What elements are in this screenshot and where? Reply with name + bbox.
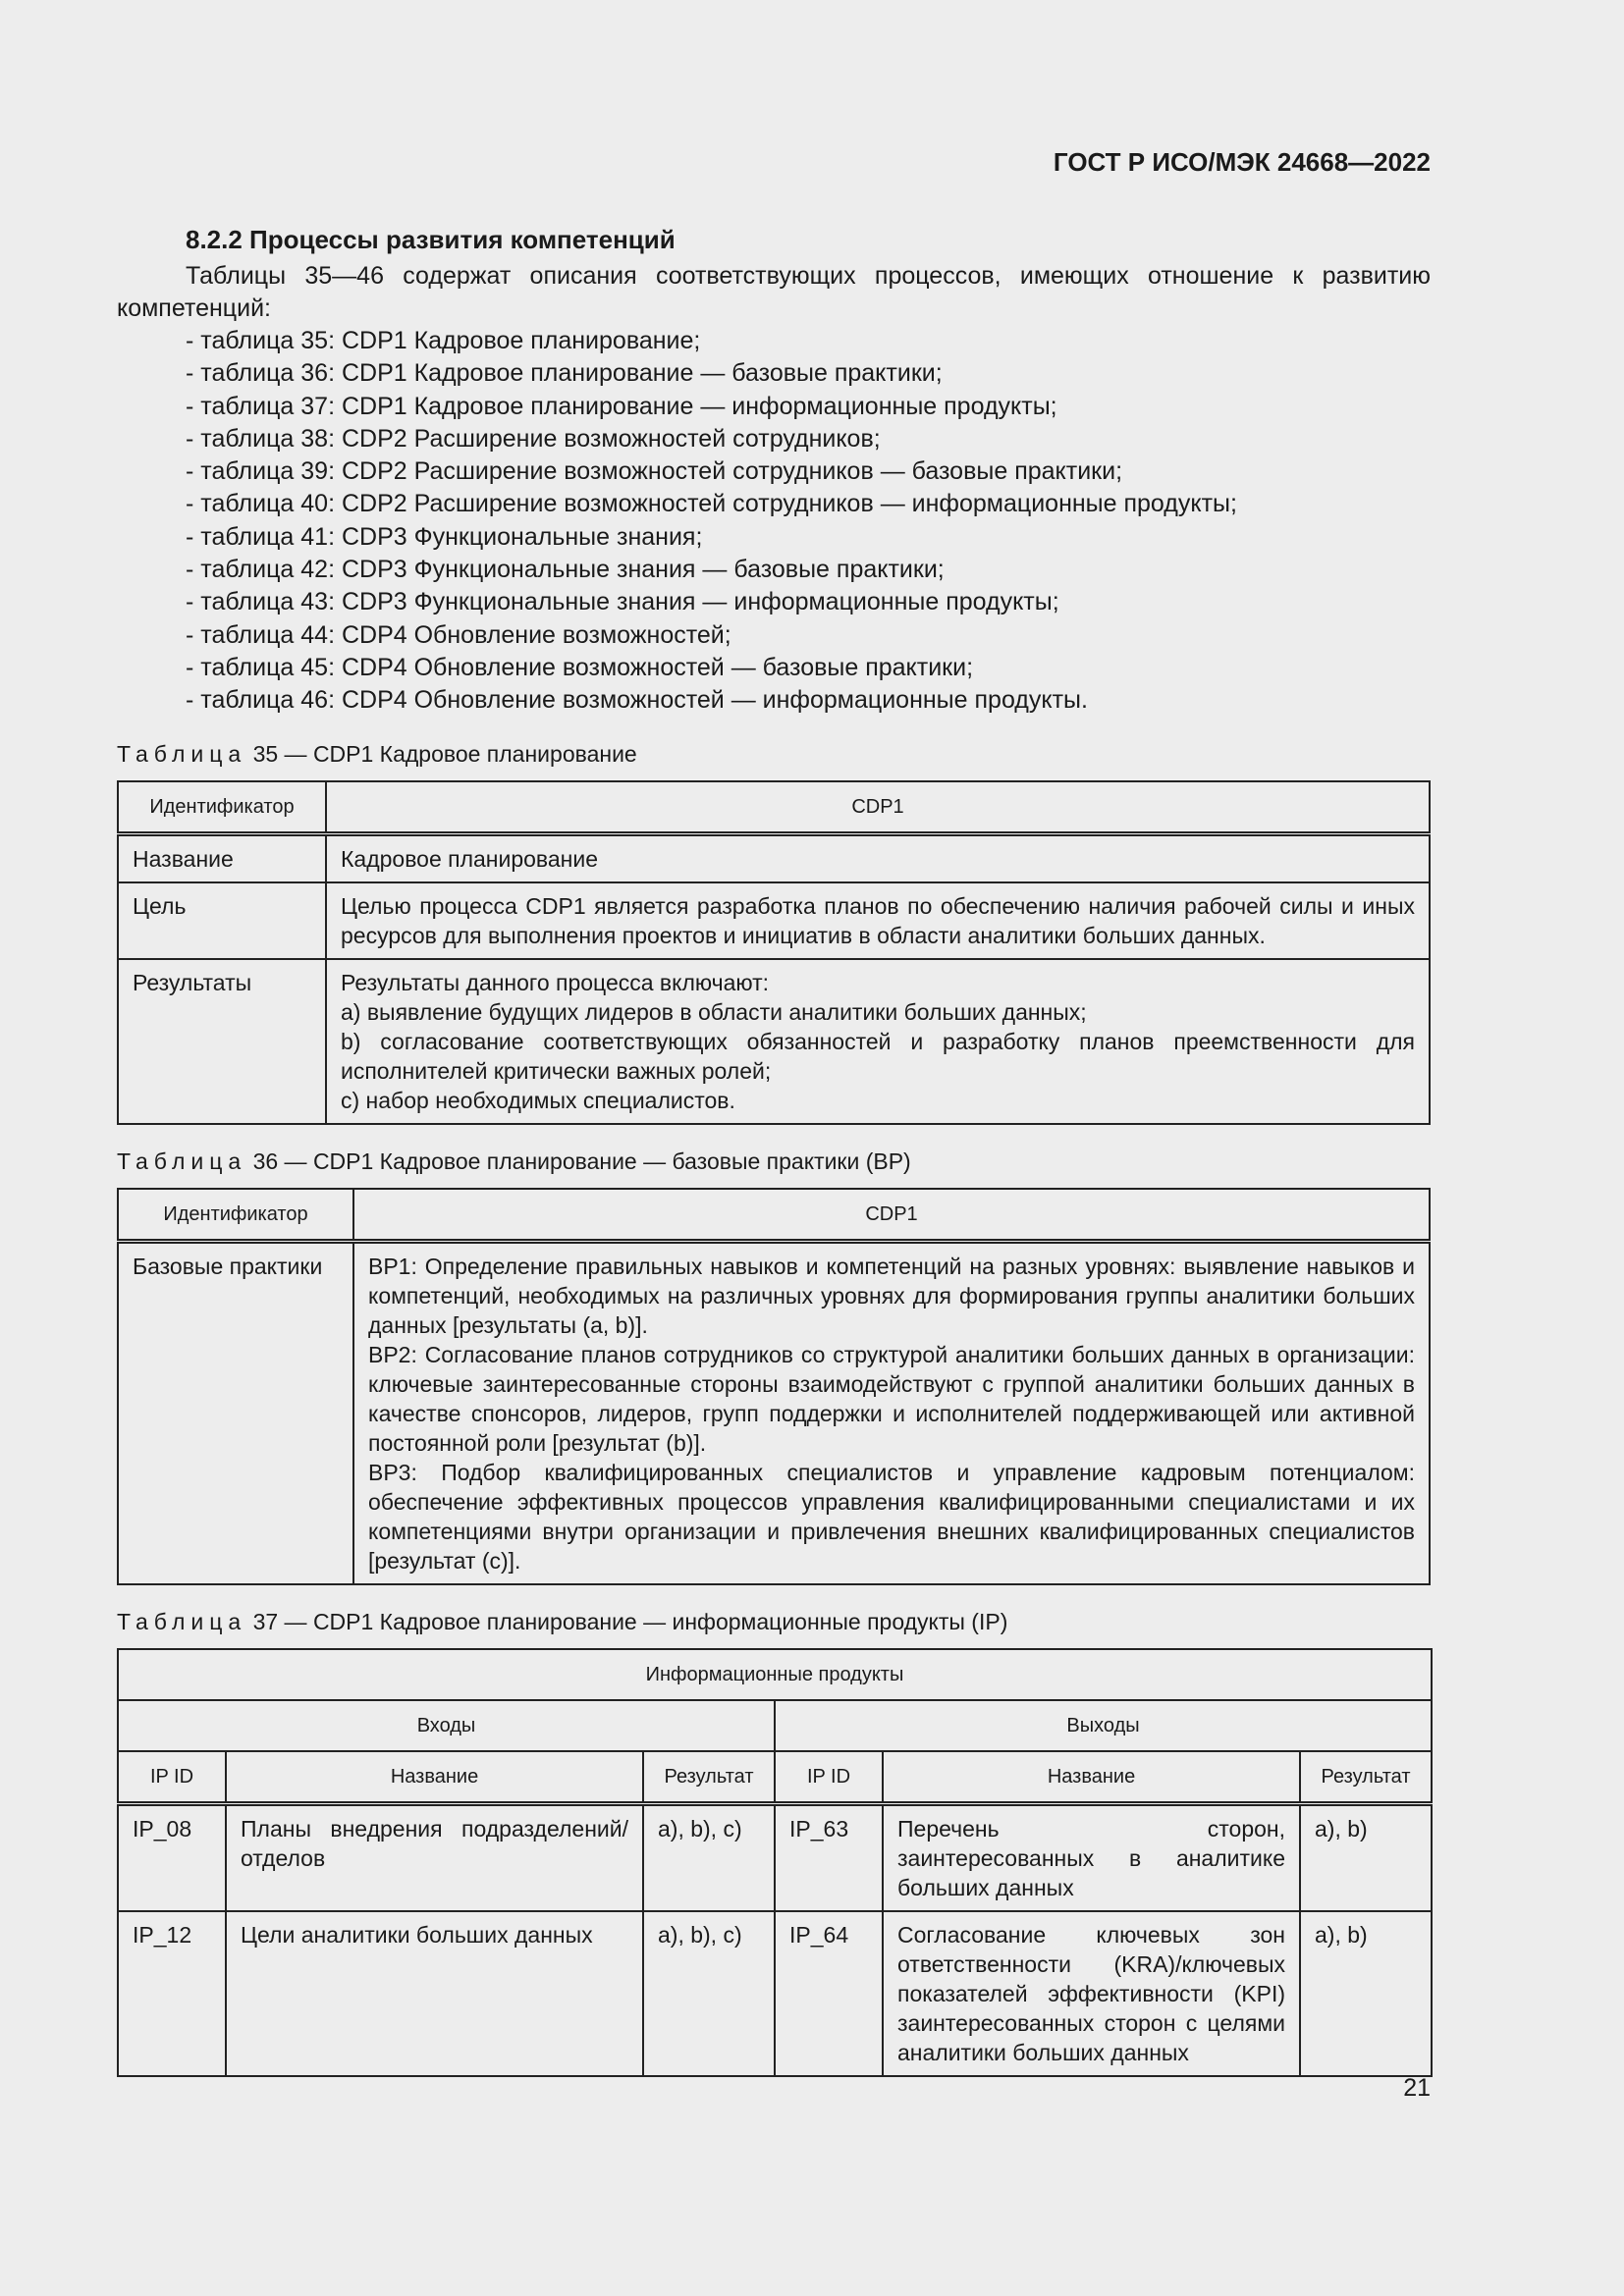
section-intro: Таблицы 35—46 содержат описания соответствующих процессов, имеющих отношение к развитию компетенций: xyxy=(117,262,1431,322)
in-result: a), b), c) xyxy=(643,1911,775,2076)
caption-text: 37 — CDP1 Кадровое планирование — информационные продукты (IP) xyxy=(252,1608,1008,1634)
in-ip-id: IP_12 xyxy=(118,1911,226,2076)
col-name: Название xyxy=(226,1751,643,1804)
table-row xyxy=(118,1649,1432,1700)
out-ip-id: IP_63 xyxy=(775,1803,883,1911)
out-name: Перечень сторон, заинтересованных в аналитике больших данных xyxy=(883,1803,1300,1911)
list-item: - таблица 39: CDP2 Расширение возможностей сотрудников — базовые практики; xyxy=(186,457,1123,486)
ip-title: Информационные продукты xyxy=(118,1649,1432,1700)
name-value: Кадровое планирование xyxy=(326,833,1430,882)
in-result: a), b), c) xyxy=(643,1803,775,1911)
id-label: Идентификатор xyxy=(118,1189,353,1242)
in-name: Цели аналитики больших данных xyxy=(226,1911,643,2076)
table-row xyxy=(118,1700,1432,1751)
col-result: Результат xyxy=(643,1751,775,1804)
id-value: CDP1 xyxy=(326,781,1430,834)
id-label: Идентификатор xyxy=(118,781,326,834)
goal-label: Цель xyxy=(118,882,326,959)
list-item: - таблица 37: CDP1 Кадровое планирование — информационные продукты; xyxy=(186,392,1057,420)
goal-value: Целью процесса CDP1 является разработка планов по обеспечению наличия рабочей силы и иных ресурсов для выполнения проектов и инициатив в области аналитики больших данных. xyxy=(326,882,1430,959)
caption-word: Таблица xyxy=(117,1608,247,1634)
list-item: - таблица 36: CDP1 Кадровое планирование — базовые практики; xyxy=(186,359,943,388)
results-intro: Результаты данного процесса включают: xyxy=(341,969,770,995)
caption-text: 35 — CDP1 Кадровое планирование xyxy=(252,740,637,767)
bp-item: BP1: Определение правильных навыков и компетенций на разных уровнях: выявление навыков и компетенций, необходимых на различных уровнях для формирования группы аналитики больших данных [результаты (a, b)]. xyxy=(368,1253,1415,1338)
table-36 xyxy=(117,1188,1431,1585)
caption-word: Таблица xyxy=(117,740,247,767)
page-number: 21 xyxy=(1403,2074,1431,2102)
bp-value xyxy=(353,1241,1430,1584)
out-result: a), b) xyxy=(1300,1803,1432,1911)
table-row xyxy=(118,1189,1430,1242)
table-row xyxy=(118,1911,1432,2076)
table-row xyxy=(118,882,1430,959)
inputs-header: Входы xyxy=(118,1700,775,1751)
table-row xyxy=(118,781,1430,834)
list-item: - таблица 46: CDP4 Обновление возможностей — информационные продукты. xyxy=(186,686,1088,715)
bp-item: BP2: Согласование планов сотрудников со структурой аналитики больших данных в организации: ключевые заинтересованные стороны взаимодействуют с группой аналитики больших данных в качестве спонсоров, лидеров, групп поддержки и исполнителей поддерживающей или активной постоянной роли [результат (b)]. xyxy=(368,1341,1415,1456)
list-item: - таблица 38: CDP2 Расширение возможностей сотрудников; xyxy=(186,424,881,453)
out-ip-id: IP_64 xyxy=(775,1911,883,2076)
table35-caption xyxy=(117,739,1431,769)
bp-label: Базовые практики xyxy=(118,1241,353,1584)
table-row xyxy=(118,959,1430,1124)
table-row xyxy=(118,1803,1432,1911)
results-item: a) выявление будущих лидеров в области аналитики больших данных; xyxy=(341,998,1087,1025)
caption-word: Таблица xyxy=(117,1148,247,1174)
list-item: - таблица 35: CDP1 Кадровое планирование; xyxy=(186,327,701,354)
table37-caption xyxy=(117,1607,1431,1636)
table-37 xyxy=(117,1648,1433,2077)
results-label: Результаты xyxy=(118,959,326,1124)
results-value xyxy=(326,959,1430,1124)
list-item: - таблица 40: CDP2 Расширение возможностей сотрудников — информационные продукты; xyxy=(186,490,1237,518)
bp-item: BP3: Подбор квалифицированных специалистов и управление кадровым потенциалом: обеспечение эффективных процессов управления квалифицированными специалистами и их компетенциями внутри организации и привлечения внешних квалифицированных специалистов [результат (c)]. xyxy=(368,1459,1415,1574)
document-header: ГОСТ Р ИСО/МЭК 24668—2022 xyxy=(1053,147,1431,177)
outputs-header: Выходы xyxy=(775,1700,1432,1751)
col-ip-id: IP ID xyxy=(775,1751,883,1804)
in-ip-id: IP_08 xyxy=(118,1803,226,1911)
list-item: - таблица 43: CDP3 Функциональные знания — информационные продукты; xyxy=(186,588,1059,616)
table-row xyxy=(118,833,1430,882)
list-item: - таблица 44: CDP4 Обновление возможностей; xyxy=(186,620,731,649)
table-row xyxy=(118,1751,1432,1804)
list-item: - таблица 42: CDP3 Функциональные знания — базовые практики; xyxy=(186,556,945,584)
page-content xyxy=(117,224,1431,2077)
table-row xyxy=(118,1241,1430,1584)
results-item: c) набор необходимых специалистов. xyxy=(341,1087,735,1113)
out-name: Согласование ключевых зон ответственности (KRA)/ключевых показателей эффективности (KPI) заинтересованных сторон с целями аналитики больших данных xyxy=(883,1911,1300,2076)
list-item: - таблица 41: CDP3 Функциональные знания; xyxy=(186,522,703,551)
in-name: Планы внедрения подразделений/отделов xyxy=(226,1803,643,1911)
col-ip-id: IP ID xyxy=(118,1751,226,1804)
id-value: CDP1 xyxy=(353,1189,1430,1242)
section-title: 8.2.2 Процессы развития компетенций xyxy=(186,225,676,254)
list-item: - таблица 45: CDP4 Обновление возможностей — базовые практики; xyxy=(186,653,974,681)
table-list xyxy=(117,325,1431,718)
name-label: Название xyxy=(118,833,326,882)
results-item: b) согласование соответствующих обязанностей и разработку планов преемственности для исполнителей критически важных ролей; xyxy=(341,1028,1415,1084)
out-result: a), b) xyxy=(1300,1911,1432,2076)
col-name: Название xyxy=(883,1751,1300,1804)
table-35 xyxy=(117,780,1431,1125)
caption-text: 36 — CDP1 Кадровое планирование — базовые практики (BP) xyxy=(252,1148,911,1174)
table36-caption xyxy=(117,1147,1431,1176)
col-result: Результат xyxy=(1300,1751,1432,1804)
